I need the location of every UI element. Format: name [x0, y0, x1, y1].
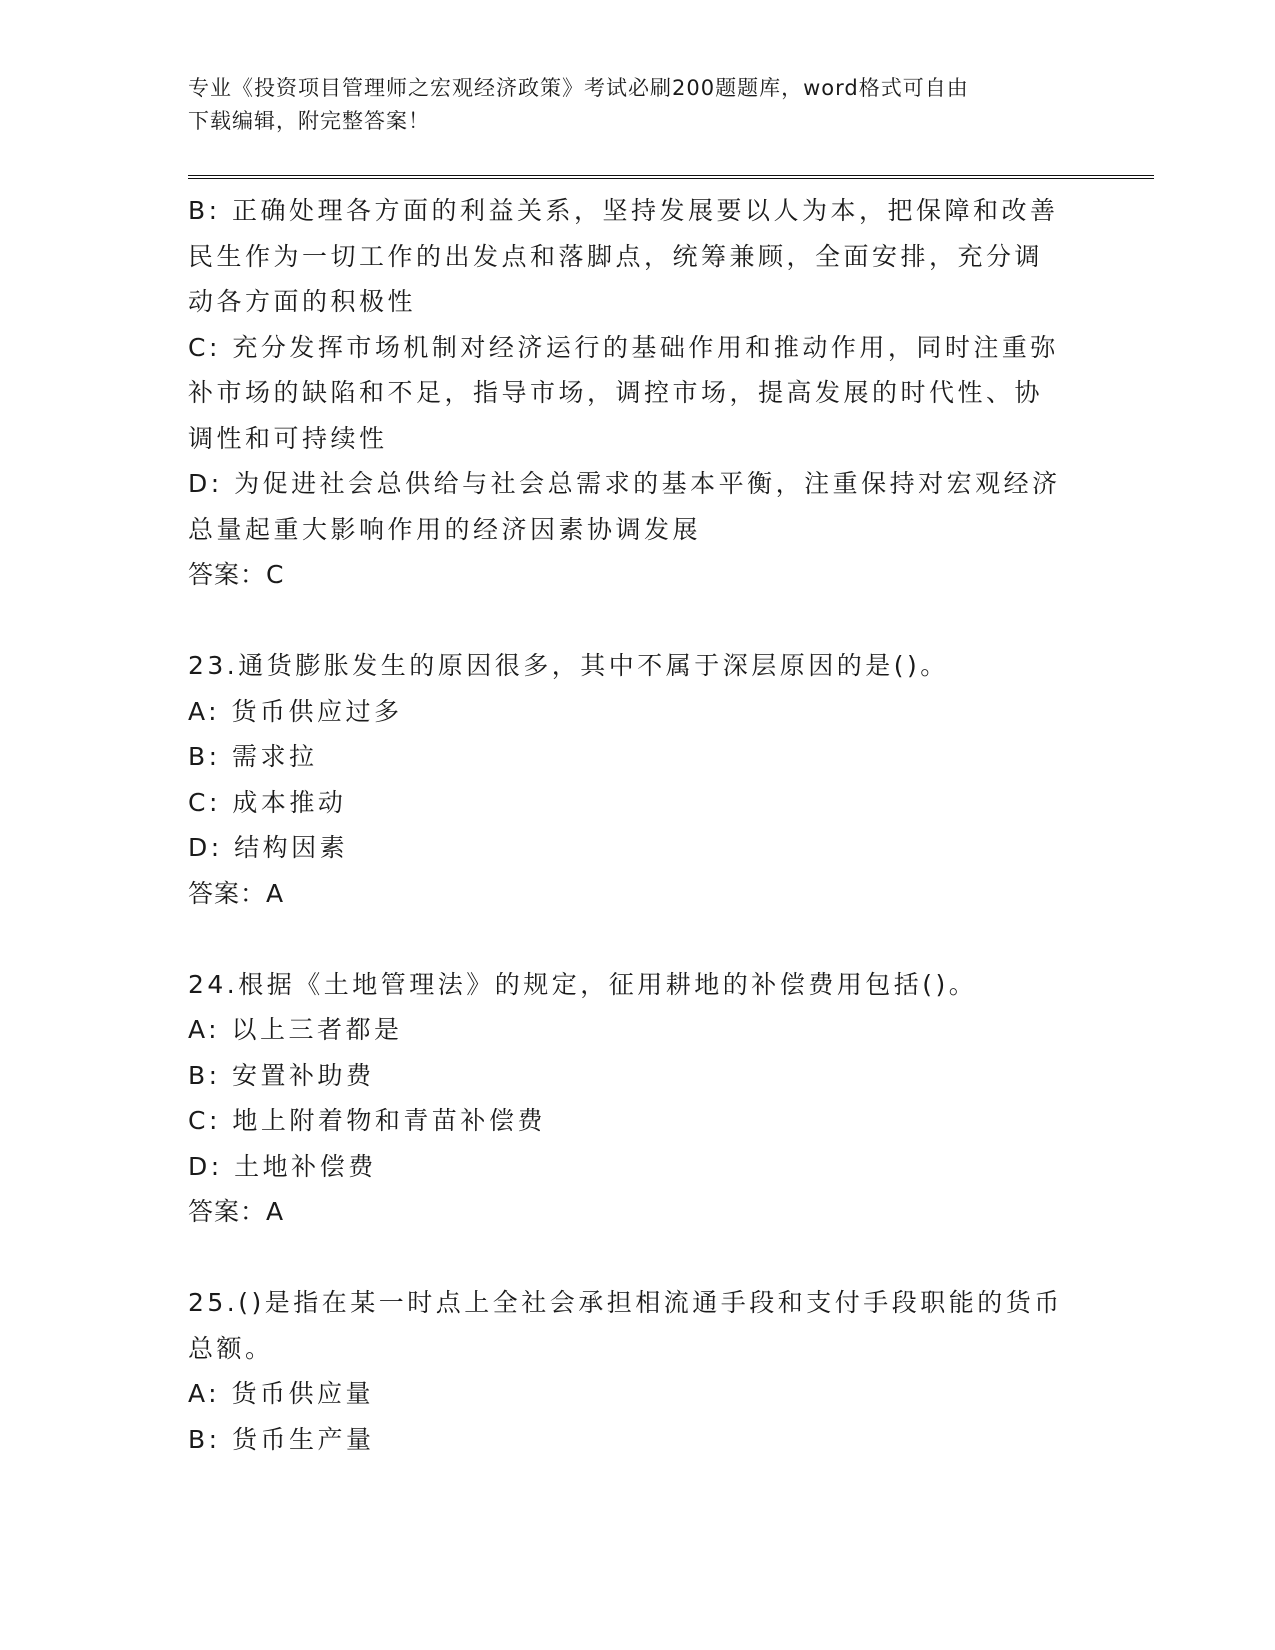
spacer	[188, 598, 1088, 644]
question-25-text-line-2: 总额。	[188, 1333, 274, 1363]
spacer	[188, 916, 1088, 962]
question-25-option-b: B: 货币生产量	[188, 1424, 375, 1454]
option-d-line-1: D: 为促进社会总供给与社会总需求的基本平衡，注重保持对宏观经济	[188, 469, 1061, 498]
question-25	[188, 1280, 1088, 1462]
question-23-option-c: C: 成本推动	[188, 787, 347, 817]
answer-23: 答案：A	[188, 878, 285, 908]
page-header	[188, 72, 1088, 138]
question-23-text: 23.通货膨胀发生的原因很多，其中不属于深层原因的是()。	[188, 651, 949, 680]
option-b-line-1: B: 正确处理各方面的利益关系，坚持发展要以人为本，把保障和改善	[188, 196, 1059, 225]
header-line-2: 下载编辑，附完整答案！	[188, 109, 430, 133]
question-25-option-a: A: 货币供应量	[188, 1379, 375, 1408]
question-24-option-c: C: 地上附着物和青苗补偿费	[188, 1106, 546, 1135]
question-23-option-a: A: 货币供应过多	[188, 696, 403, 726]
question-24-option-a: A: 以上三者都是	[188, 1015, 403, 1044]
question-24-option-b: B: 安置补助费	[188, 1060, 375, 1090]
option-c-line-2: 补市场的缺陷和不足，指导市场，调控市场，提高发展的时代性、协	[188, 378, 1044, 407]
question-23-option-b: B: 需求拉	[188, 742, 318, 771]
document-body	[188, 188, 1088, 1462]
question-22-continued	[188, 188, 1088, 598]
option-c-line-1: C: 充分发挥市场机制对经济运行的基础作用和推动作用，同时注重弥	[188, 332, 1059, 362]
option-b-line-2: 民生作为一切工作的出发点和落脚点，统筹兼顾，全面安排，充分调	[188, 241, 1044, 271]
answer-22: 答案：C	[188, 560, 285, 589]
question-24-option-d: D: 土地补偿费	[188, 1151, 377, 1181]
question-24-text: 24.根据《土地管理法》的规定，征用耕地的补偿费用包括()。	[188, 969, 978, 999]
answer-24: 答案：A	[188, 1197, 285, 1226]
option-c-line-3: 调性和可持续性	[188, 423, 388, 453]
option-b-line-3: 动各方面的积极性	[188, 287, 417, 316]
header-divider	[188, 175, 1154, 179]
question-23	[188, 643, 1088, 916]
spacer	[188, 1235, 1088, 1281]
header-line-1: 专业《投资项目管理师之宏观经济政策》考试必刷200题题库，word格式可自由	[188, 76, 969, 100]
question-23-option-d: D: 结构因素	[188, 833, 349, 862]
question-24	[188, 962, 1088, 1235]
question-25-text-line-1: 25.()是指在某一时点上全社会承担相流通手段和支付手段职能的货币	[188, 1288, 1063, 1317]
option-d-line-2: 总量起重大影响作用的经济因素协调发展	[188, 514, 702, 544]
